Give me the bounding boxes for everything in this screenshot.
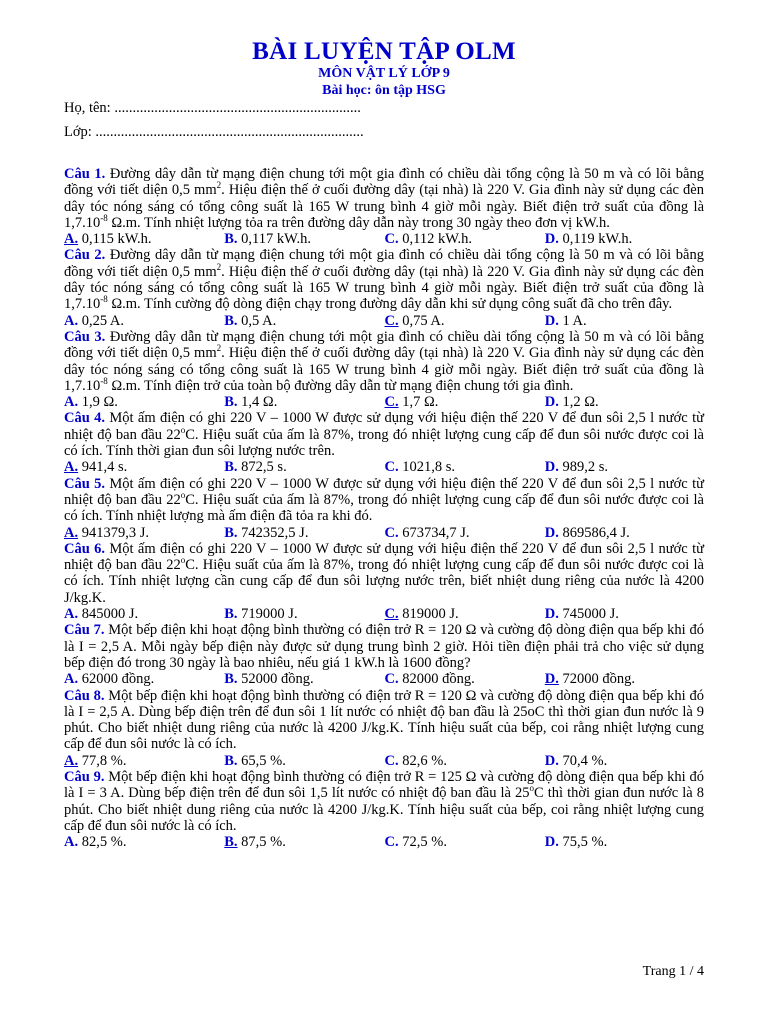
answer-option[interactable] xyxy=(224,606,384,622)
option-value: 72,5 %. xyxy=(402,834,447,851)
answer-option[interactable] xyxy=(224,394,384,410)
option-value: 82,6 %. xyxy=(402,752,447,769)
option-letter: D. xyxy=(544,459,559,476)
option-letter: B. xyxy=(224,231,238,248)
option-letter: A. xyxy=(64,606,79,623)
question-body: Ω.m. Tính nhiệt lượng tỏa ra trên đường dây dẫn này trong 30 ngày theo đơn vị kW.h. xyxy=(107,214,610,231)
option-value: 872,5 s. xyxy=(241,459,287,476)
answer-option[interactable] xyxy=(64,525,224,541)
option-value: 819000 J. xyxy=(402,606,459,623)
answer-options xyxy=(64,834,704,850)
answer-options xyxy=(64,459,704,475)
superscript: o xyxy=(180,490,186,501)
option-value: 72000 đồng. xyxy=(562,671,635,688)
subject-subtitle: MÔN VẬT LÝ LỚP 9 xyxy=(318,66,450,81)
option-value: 75,5 %. xyxy=(562,834,608,851)
option-letter: C. xyxy=(384,524,399,541)
question-body: Một bếp điện khi hoạt động bình thường có điện trở R = 125 Ω và cường độ dòng điện qua bếp khi đó là I = 3 A. Dùng bếp điện trên để đun sôi 1,5 lít nước có nhiệt độ ban đầu là 25 xyxy=(64,768,704,802)
answer-option[interactable] xyxy=(545,459,704,475)
option-letter: B. xyxy=(224,752,238,769)
option-letter: B. xyxy=(224,671,238,688)
option-value: 869586,4 J. xyxy=(562,524,630,541)
page-number: Trang 1 / 4 xyxy=(642,964,704,979)
question-text xyxy=(64,769,704,834)
option-letter: B. xyxy=(224,312,238,329)
question-body: C. Hiệu suất của ấm là 87%, trong đó nhiệt lượng cung cấp để đun sôi nước được coi là có ích. Tính nhiệt lượng cần cung cấp để đun sôi lượng nước trên, biết nhiệt dung riêng của nước là 4200 J/kg.K. xyxy=(64,557,704,606)
option-value: 941,4 s. xyxy=(81,459,128,476)
answer-options xyxy=(64,231,704,247)
option-value: 1021,8 s. xyxy=(402,459,456,476)
option-value: 673734,7 J. xyxy=(402,524,470,541)
option-letter: C. xyxy=(384,231,399,248)
option-letter: C. xyxy=(384,671,399,688)
option-value: 0,112 kW.h. xyxy=(402,231,473,248)
lesson-subtitle: Bài học: ôn tập HSG xyxy=(322,83,446,98)
option-value: 0,75 A. xyxy=(402,312,445,329)
question-body: Ω.m. Tính cường độ dòng điện chạy trong đường dây dẫn khi sử dụng công suất đã cho trên đây. xyxy=(107,296,673,313)
answer-options xyxy=(64,606,704,622)
answer-option[interactable] xyxy=(224,671,384,687)
option-value: 0,115 kW.h. xyxy=(81,231,152,248)
answer-options xyxy=(64,753,704,769)
question-label: Câu 5. xyxy=(64,475,106,492)
option-letter: C. xyxy=(384,312,399,329)
question-text xyxy=(64,166,704,231)
document-title: BÀI LUYỆN TẬP OLM xyxy=(252,38,516,65)
option-value: 87,5 %. xyxy=(241,834,286,851)
question-block xyxy=(64,476,704,541)
answer-option[interactable] xyxy=(545,671,704,687)
question-text xyxy=(64,410,704,459)
question-text xyxy=(64,688,704,753)
question-label: Câu 7. xyxy=(64,622,105,639)
answer-option[interactable] xyxy=(64,753,224,769)
option-letter: D. xyxy=(544,394,559,411)
answer-option[interactable] xyxy=(224,525,384,541)
option-value: 70,4 %. xyxy=(562,752,608,769)
option-value: 1,9 Ω. xyxy=(81,394,118,411)
option-letter: C. xyxy=(384,752,399,769)
option-value: 77,8 %. xyxy=(81,752,127,769)
option-value: 82,5 %. xyxy=(81,834,127,851)
option-value: 0,117 kW.h. xyxy=(241,231,311,248)
answer-option[interactable] xyxy=(385,525,545,541)
answer-option[interactable] xyxy=(64,313,224,329)
option-value: 82000 đồng. xyxy=(402,671,475,688)
class-field: Lớp: .......................................................................... xyxy=(64,124,364,140)
superscript: o xyxy=(529,783,535,794)
question-block xyxy=(64,769,704,850)
option-letter: D. xyxy=(544,524,559,541)
question-text xyxy=(64,622,704,671)
question-block xyxy=(64,688,704,769)
answer-option[interactable] xyxy=(385,834,545,850)
option-letter: D. xyxy=(544,752,559,769)
answer-options xyxy=(64,671,704,687)
question-body: Ω.m. Tính điện trở của toàn bộ đường dây dẫn từ mạng điện chung tới gia đình. xyxy=(107,377,574,394)
option-letter: D. xyxy=(544,606,559,623)
superscript: -8 xyxy=(100,376,108,387)
question-block xyxy=(64,541,704,622)
option-value: 989,2 s. xyxy=(562,459,609,476)
question-body: C thì thời gian đun nước là 8 phút. Cho biết nhiệt dung riêng của nước là 4200 J/kg.K. Tính hiệu suất của bếp, coi rằng nhiệt lượng cung cấp để đun sôi nước là có ích. xyxy=(64,785,704,834)
question-body: . Hiệu điện thế ở cuối đường dây (tại nhà) là 220 V. Gia đình này sử dụng các đèn dây tóc nóng sáng có tổng công suất là 165 W trung bình 4 giờ mỗi ngày. Biết điện trở suất của đồng là 1,7.10 xyxy=(64,345,704,394)
answer-options xyxy=(64,525,704,541)
question-text xyxy=(64,476,704,525)
question-list xyxy=(64,166,704,850)
option-value: 1,7 Ω. xyxy=(402,394,439,411)
superscript: 2 xyxy=(216,343,222,354)
option-letter: B. xyxy=(224,606,238,623)
option-value: 65,5 %. xyxy=(241,752,286,769)
answer-option[interactable] xyxy=(224,753,384,769)
question-body: Một ấm điện có ghi 220 V – 1000 W được sử dụng với hiệu điện thế 220 V để đun sôi 2,5 l nước từ nhiệt độ ban đầu 22 xyxy=(64,410,704,443)
answer-option[interactable] xyxy=(224,231,384,247)
question-label: Câu 2. xyxy=(64,247,106,264)
option-letter: A. xyxy=(64,231,79,248)
option-value: 1,2 Ω. xyxy=(562,394,599,411)
question-label: Câu 9. xyxy=(64,768,105,785)
option-value: 719000 J. xyxy=(241,606,298,623)
answer-option[interactable] xyxy=(545,231,704,247)
question-label: Câu 8. xyxy=(64,687,105,704)
option-letter: C. xyxy=(384,606,399,623)
answer-option[interactable] xyxy=(545,525,704,541)
name-field: Họ, tên: .................................................................... xyxy=(64,100,361,116)
answer-option[interactable] xyxy=(64,394,224,410)
option-value: 0,25 A. xyxy=(81,312,125,329)
option-value: 0,119 kW.h. xyxy=(562,231,633,248)
superscript: -8 xyxy=(100,213,108,224)
answer-option[interactable] xyxy=(224,834,384,850)
answer-option[interactable] xyxy=(545,834,704,850)
option-letter: C. xyxy=(384,834,399,851)
question-block xyxy=(64,622,704,687)
question-body: Đường dây dẫn từ mạng điện chung tới một gia đình có chiều dài tổng cộng là 50 m và có lõi bằng đồng với tiết diện 0,5 mm xyxy=(64,328,704,362)
question-label: Câu 6. xyxy=(64,540,106,557)
question-label: Câu 3. xyxy=(64,328,106,345)
superscript: 2 xyxy=(216,180,222,191)
option-letter: C. xyxy=(384,394,399,411)
question-body: Một bếp điện khi hoạt động bình thường có điện trở R = 120 Ω và cường độ dòng điện qua bếp khi đó là I = 2,5 A. Dùng bếp điện trên để đun sôi 1 lít nước có nhiệt độ ban đầu là 25oC thì thời gian đun nước là 9 phút. Cho biết nhiệt dung riêng của nước là 4200 J/kg.K. Tính hiệu suất của bếp, coi rằng nhiệt lượng cung cấp để đun sôi nước là có ích. xyxy=(64,687,704,753)
answer-option[interactable] xyxy=(545,753,704,769)
option-value: 745000 J. xyxy=(562,606,619,623)
question-block xyxy=(64,166,704,247)
question-text xyxy=(64,329,704,394)
answer-option[interactable] xyxy=(64,606,224,622)
option-letter: B. xyxy=(224,459,238,476)
option-letter: A. xyxy=(64,834,79,851)
question-text xyxy=(64,541,704,606)
option-letter: D. xyxy=(544,671,559,688)
option-letter: A. xyxy=(64,394,79,411)
option-letter: A. xyxy=(64,671,79,688)
answer-option[interactable] xyxy=(545,313,704,329)
answer-option[interactable] xyxy=(385,671,545,687)
answer-option[interactable] xyxy=(385,231,545,247)
answer-option[interactable] xyxy=(385,394,545,410)
option-letter: A. xyxy=(64,524,79,541)
option-value: 1 A. xyxy=(562,312,587,329)
option-letter: D. xyxy=(544,312,559,329)
answer-option[interactable] xyxy=(64,459,224,475)
question-label: Câu 4. xyxy=(64,410,106,427)
answer-option[interactable] xyxy=(385,753,545,769)
question-body: Một bếp điện khi hoạt động bình thường có điện trở R = 120 Ω và cường độ dòng điện qua bếp khi đó là I = 2,5 A. Mỗi ngày bếp điện này được sử dụng trung bình 2 giờ. Hỏi tiền điện phải trả cho việc sử dụng bếp điện đó trong 30 ngày là bao nhiêu, nếu giá 1 kW.h là 1600 đồng? xyxy=(64,622,704,671)
option-letter: A. xyxy=(64,459,79,476)
option-letter: D. xyxy=(544,834,559,851)
question-block xyxy=(64,329,704,410)
answer-option[interactable] xyxy=(545,606,704,622)
option-letter: C. xyxy=(384,459,399,476)
answer-option[interactable] xyxy=(385,313,545,329)
question-label: Câu 1. xyxy=(64,166,106,182)
option-letter: A. xyxy=(64,752,79,769)
answer-options xyxy=(64,394,704,410)
option-letter: B. xyxy=(224,394,238,411)
option-letter: A. xyxy=(64,312,79,329)
question-body: . Hiệu điện thế ở cuối đường dây (tại nhà) là 220 V. Gia đình này sử dụng các đèn dây tóc nóng sáng có tổng công suất là 165 W trung bình 4 giờ mỗi ngày. Biết điện trở suất của đồng là 1,7.10 xyxy=(64,182,704,231)
question-body: Một ấm điện có ghi 220 V – 1000 W được sử dụng với hiệu điện thế 220 V để đun sôi 2,5 l nước từ nhiệt độ ban đầu 22 xyxy=(64,475,704,508)
option-value: 1,4 Ω. xyxy=(241,394,278,411)
option-value: 52000 đồng. xyxy=(241,671,314,688)
answer-option[interactable] xyxy=(224,313,384,329)
superscript: o xyxy=(180,424,186,435)
answer-option[interactable] xyxy=(385,606,545,622)
question-body: Một ấm điện có ghi 220 V – 1000 W được sử dụng với hiệu điện thế 220 V để đun sôi 2,5 l nước từ nhiệt độ ban đầu 22 xyxy=(64,540,704,574)
option-letter: B. xyxy=(224,524,238,541)
option-value: 62000 đồng. xyxy=(81,671,155,688)
question-body: Đường dây dẫn từ mạng điện chung tới một gia đình có chiều dài tổng cộng là 50 m và có lõi bằng đồng với tiết diện 0,5 mm xyxy=(64,247,704,280)
answer-option[interactable] xyxy=(224,459,384,475)
superscript: 2 xyxy=(216,261,222,272)
option-value: 742352,5 J. xyxy=(241,524,309,541)
question-block xyxy=(64,410,704,475)
option-value: 941379,3 J. xyxy=(81,524,150,541)
question-body: C. Hiệu suất của ấm là 87%, trong đó nhiệt lượng cung cấp để đun sôi nước được coi là có ích. Tính thời gian đun sôi lượng nước trên. xyxy=(64,426,704,460)
option-value: 0,5 A. xyxy=(241,312,277,329)
question-text xyxy=(64,247,704,312)
answer-option[interactable] xyxy=(64,231,224,247)
superscript: o xyxy=(180,555,186,566)
question-body: . Hiệu điện thế ở cuối đường dây (tại nhà) là 220 V. Gia đình này sử dụng các đèn dây tóc nóng sáng có tổng công suất là 165 W trung bình 4 giờ mỗi ngày. Biết điện trở suất của đồng là 1,7.10 xyxy=(64,263,704,313)
superscript: -8 xyxy=(100,294,108,305)
question-body: C. Hiệu suất của ấm là 87%, trong đó nhiệt lượng cung cấp để đun sôi nước được coi là có ích. Tính nhiệt lượng mà ấm điện đã tỏa ra khi đó. xyxy=(64,491,704,525)
option-letter: D. xyxy=(544,231,559,248)
question-block xyxy=(64,247,704,328)
question-body: Đường dây dẫn từ mạng điện chung tới một gia đình có chiều dài tổng cộng là 50 m và có lõi bằng đồng với tiết diện 0,5 mm xyxy=(64,166,704,199)
answer-option[interactable] xyxy=(64,671,224,687)
option-value: 845000 J. xyxy=(81,606,139,623)
answer-option[interactable] xyxy=(385,459,545,475)
answer-option[interactable] xyxy=(64,834,224,850)
answer-option[interactable] xyxy=(545,394,704,410)
answer-options xyxy=(64,313,704,329)
option-letter: B. xyxy=(224,834,238,851)
